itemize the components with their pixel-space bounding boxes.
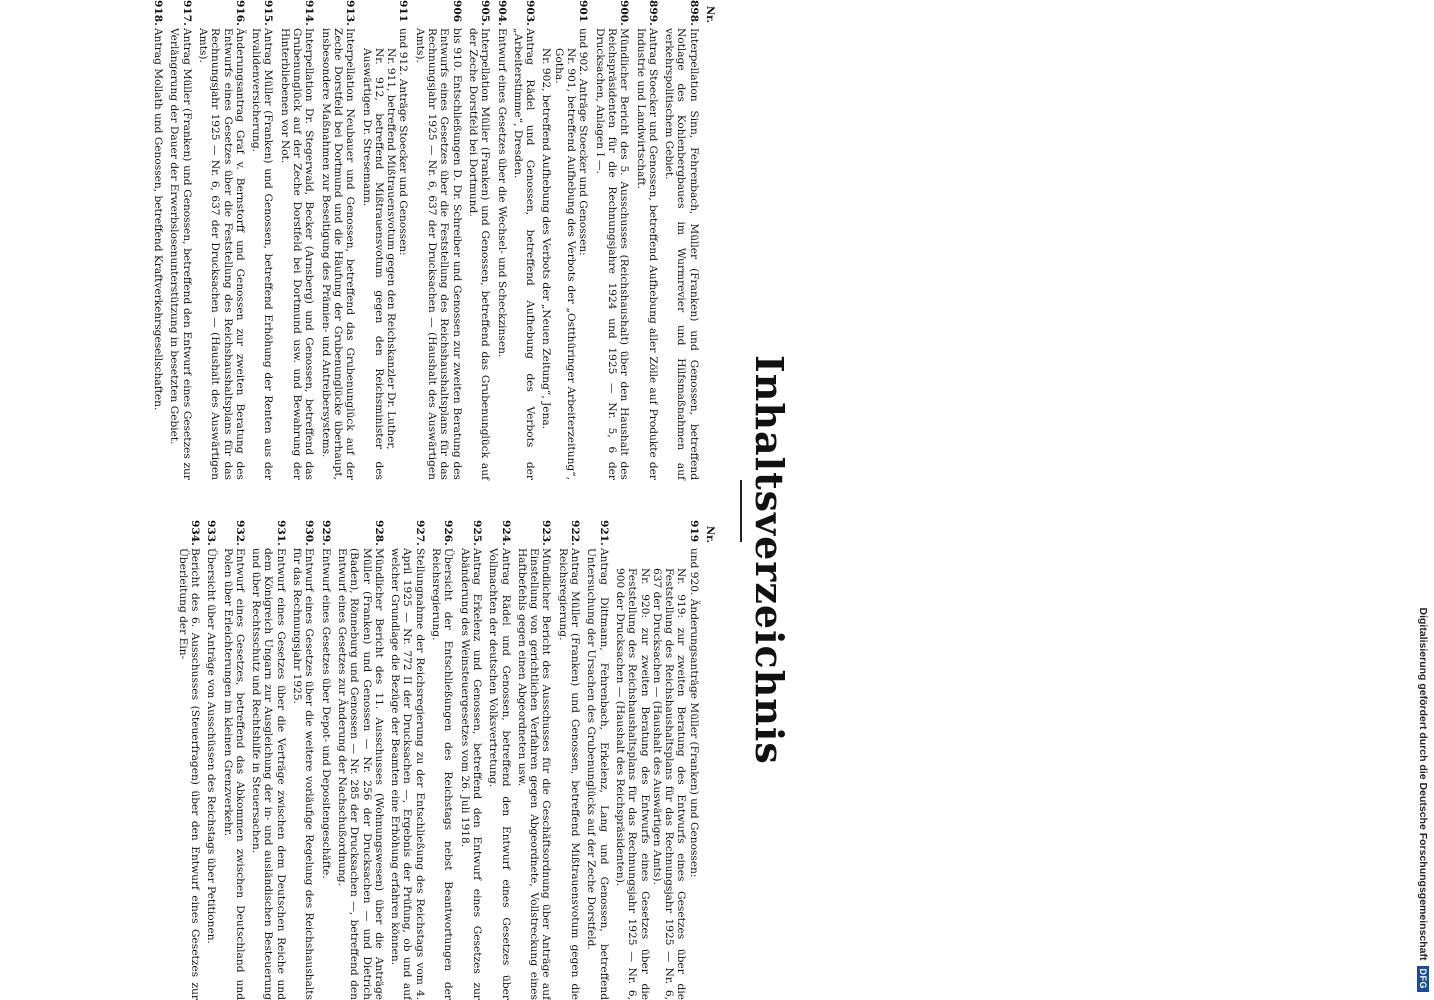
entry-number: 900. [618,0,631,26]
entry-text-block [516,548,553,1000]
toc-entry [336,520,385,1000]
toc-entry [360,0,409,480]
entry-number: 929. [319,520,332,546]
entry-text: Entwurf eines Gesetzes über die Wechsel- und Scheckzinsen. [495,28,508,358]
page-title: Inhaltsverzeichnis [747,355,792,765]
entry-text: Stellungnahme der Reichsregierung zu der Entschließung des Reichstags vom 4. April 1925 — Nr. 772 II der Drucksachen —, Ergebnis der Prüfung, ob und auf welcher Grundlage die Bezüge der Beamten eine Erhöhung erfahren können. [389,548,426,1000]
entry-text: Entwurf eines Gesetzes über Depot- und Depositengeschäfte. [319,548,332,879]
entry-text: Antrag Dittmann, Fehrenbach, Erkelenz, Lang und Genossen, betreffend Untersuchung der Ursachen des Grubenunglücks auf der Zeche Dorstfeld. [585,548,610,1000]
entry-text-block [319,28,356,480]
entry-text-block [360,28,409,480]
entry-subitem: Nr. 912, betreffend Mißtrauensvotum gegen den Reichsminister des Auswärtigen Dr. Stresemann. [360,48,385,480]
toc-entry [250,520,287,1000]
entry-number: 904. [495,0,508,26]
entry-text: Übersicht der Entschließungen des Reichstags nebst Beantwortungen der Reichsregierung. [430,548,455,1000]
title-divider [741,480,743,542]
toc-entry [197,0,246,480]
entry-number: 899. [646,0,659,26]
entry-text-block [205,548,217,1000]
entry-text: Antrag Rädel und Genossen, betreffend den Entwurf eines Gesetzes über Vollmachten der deutschen Volksvertretung. [487,548,512,1000]
toc-entry [413,0,462,480]
entry-text-block [585,548,610,1000]
entry-number: 928. [372,520,385,546]
entry-number: 924. [499,520,512,546]
column-header: Nr. [704,6,715,23]
entry-subitem: Nr. 902, betreffend Aufhebung des Verbots der „Neuen Zeitung“, Jena. [540,48,553,430]
entry-text-block [467,28,492,480]
entry-number: 933. [205,520,218,546]
toc-entry [279,0,316,480]
entry-text-block [495,28,507,480]
entry-number: 911 [397,0,410,23]
entry-text-block [487,548,512,1000]
entry-text-block [291,548,316,1000]
entry-number: 918. [152,0,165,26]
entry-text-block [556,548,581,1000]
entry-text-block [512,28,537,480]
entry-text: und 912. Anträge Stoecker und Genossen: [397,28,410,256]
entry-number: 923. [540,520,553,546]
entry-text: und 920. Änderungsanträge Müller (Franken) und Genossen: [687,548,700,878]
entry-number: 921. [597,520,610,546]
entry-text: Interpellation Neubauer und Genossen, betreffend das Grubenunglück auf der Zeche Dorstfeld bei Dortmund und die Häufung der Grubenunglücke überhaupt, insbesondere Maßnahmen zur Beseitigung des Prämien- und Antreibersystems. [319,28,357,480]
entry-text-block [168,28,193,480]
toc-entry [430,520,455,1000]
entry-text: Interpellation Müller (Franken) und Genossen, betreffend das Grubenunglück auf der Zeche Dorstfeld bei Dortmund. [466,28,492,480]
toc-entry [319,0,356,480]
toc-entry [585,520,610,1000]
toc-entry [176,520,201,1000]
toc-entry [516,520,553,1000]
toc-entry [634,0,659,480]
entry-text-block [663,28,700,480]
entry-number: 917. [180,0,193,26]
toc-entry [319,520,331,1000]
entry-number: 927. [413,520,426,546]
entry-text: Übersicht über Anträge von Ausschüssen des Reichstags über Petitionen. [205,548,218,944]
entry-number: 906 [450,0,463,23]
entry-text: Antrag Stoecker und Genossen, betreffend Aufhebung aller Zölle auf Produkte der Industrie und Landwirtschaft. [634,28,659,480]
toc-entry [250,0,275,480]
entry-number: 905. [479,0,492,26]
entry-text-block [336,548,385,1000]
toc-entry [556,520,581,1000]
entry-text: Antrag Müller (Franken) und Genossen, betreffend Erhöhung der Renten aus der Invalidenversicherung. [250,28,275,480]
entry-text-block [197,28,246,480]
entry-text-block [250,548,287,1000]
entry-subitem: Nr. 911, betreffend Mißtrauensvotum gegen den Reichskanzler Dr. Luther, [385,48,398,450]
entry-text-block [176,548,201,1000]
toc-entry [540,0,589,480]
entry-number: 934. [189,520,202,546]
entry-number: 922. [569,520,582,546]
entry-number: 925. [470,520,483,546]
entry-text: Antrag Rädel und Genossen, betreffend Aufhebung des Verbots der „Arbeiterstimme“, Dresden. [511,28,537,480]
entry-number: 903. [524,0,537,26]
toc-entry [168,0,193,480]
entry-text: Bericht des 6. Ausschusses (Steuerfragen) über den Entwurf eines Gesetzes zur Überleitung der Ein- [176,548,202,1000]
toc-entry [458,520,483,1000]
entry-number: 914. [303,0,316,26]
toc-entry [487,520,512,1000]
toc-entry [205,520,217,1000]
entry-text: Interpellation Sinn, Fehrenbach, Müller (Franken) und Genossen, betreffend Notlage des Kohlenbergbaues im Wurmrevier und Hilfsmaßnahmen auf verkehrspolitischem Gebiet. [663,28,700,480]
entry-text-block [152,28,164,480]
entry-text: Mündlicher Bericht des 5. Ausschusses (Reichshaushalt) über den Haushalt des Reichspräsidenten für die Rechnungsjahre 1924 und 1925 — Nr. 5, 6 der Drucksachen, Anlagen I —. [593,28,631,480]
entry-number: 916. [233,0,246,26]
entry-text-block [250,28,275,480]
toc-entry [389,520,426,1000]
toc-entry [593,0,630,480]
entry-text: Mündlicher Bericht des Ausschusses für die Geschäftsordnung über Anträge auf Einstellung von gerichtlichen Verfahren gegen Abgeordnete, Vollstreckung eines Haftbefehls gegen einen Abgeordneten usw. [515,548,553,1000]
entry-text-block [458,548,483,1000]
entry-text: Entwurf eines Gesetzes, betreffend das Abkommen zwischen Deutschland und Polen über Erleichterungen im kleinen Grenzverkehr. [221,548,246,1000]
entry-number: 901 [577,0,590,23]
entry-text-block [279,28,316,480]
entry-number: 919 [687,520,700,543]
entry-text: bis 910. Entschließungen D. Dr. Schreiber und Genossen zur zweiten Beratung des Entwurfs eines Gesetzes über die Feststellung des Reichshaushaltsplans für das Rechnungsjahr 1925 — Nr. 6, 637 der Drucksachen — (Haushalt des Auswärtigen Amts). [413,28,463,480]
entry-text: Änderungsantrag Graf v. Bernstorff und Genossen zur zweiten Beratung des Entwurfs eines Gesetzes über die Feststellung des Reichshaushaltsplans für das Rechnungsjahr 1925 — Nr. 6, 637 der Drucksachen — (Haushalt des Auswärtigen Amts). [197,28,246,480]
entry-text-block [614,548,700,1000]
entry-text: Entwurf eines Gesetzes über die Verträge zwischen dem Deutschen Reiche und dem Königreich Ungarn zur Ausgleichung der in- und ausländischen Besteuerung und über Rechtsschutz und Rechtshilfe in Steuersachen. [250,548,287,1000]
toc-entry [614,520,700,1000]
entry-text-block [593,28,630,480]
toc-entry [467,0,492,480]
entry-text: Antrag Müller (Franken) und Genossen, betreffend den Entwurf eines Gesetzes zur Verlängerung der Dauer der Erwerbslosenunterstützung in besetzten Gebiet. [168,28,193,480]
toc-entry [495,0,507,480]
entry-number: 898. [687,0,700,26]
entry-text: Antrag Müller (Franken) und Genossen, betreffend Mißtrauensvotum gegen die Reichsregierung. [556,548,582,1000]
entry-number: 913. [344,0,357,26]
entry-text: Interpellation Dr. Stegerwald, Becker (Arnsberg) und Genossen, betreffend das Grubenunglück auf der Zeche Dorstfeld bei Dortmund usw. und Bewahrung der Hinterbliebenen vor Not. [278,28,316,480]
entry-number: 932. [233,520,246,546]
toc-entry [152,0,164,480]
entry-number: 926. [442,520,455,546]
toc-entry [291,520,316,1000]
entry-text: Antrag Erkelenz und Genossen, betreffend den Entwurf eines Gesetzes zur Abänderung des Weinsteuergesetzes vom 26. Juli 1918. [458,548,483,1000]
entry-text: Mündlicher Bericht des 11. Ausschusses (Wohnungswesen) über die Anträge Müller (Franken) und Genossen — Nr. 256 der Drucksachen — und Dietrich (Baden), Rönneburg und Genossen — Nr. 285 der Drucksachen —, betreffend den Entwurf eines Gesetzes zur Änderung der Nachschußordnung. [335,548,385,1000]
sidebar-credit [1412,8,1434,992]
entry-text-block [430,548,455,1000]
toc-entry [221,520,246,1000]
right-column [172,520,715,1000]
dfg-logo: DFG [1417,966,1429,993]
entry-text-block [540,28,589,480]
entry-text: und 902. Anträge Stoecker und Genossen: [577,28,590,256]
entry-number: 915. [262,0,275,26]
entry-subitem: Nr. 919: zur zweiten Beratung des Entwurfs eines Gesetzes über die Feststellung des Reichshaushaltsplans für das Rechnungsjahr 1925 — Nr. 6, 637 der Drucksachen — (Haushalt des Auswärtigen Amts). [650,568,688,1000]
toc-entry [512,0,537,480]
entry-text-block [221,548,246,1000]
entry-subitem: Nr. 920: zur zweiten Beratung des Entwurfs eines Gesetzes über die Feststellung des Reichshaushaltsplans für das Rechnungsjahr 1925 — Nr. 6, 900 der Drucksachen — (Haushalt des Reichspräsidenten). [613,568,651,1000]
entry-subitem: Nr. 901, betreffend Aufhebung des Verbots der „Ostthüringer Arbeiterzeitung“, Gotha. [552,48,578,480]
entry-number: 931. [274,520,287,546]
entry-text-block [413,28,462,480]
entry-text: Antrag Mollath und Genossen, betreffend Kraftverkehrsgesellschaften. [152,28,165,411]
left-column [148,0,715,480]
toc-entry [663,0,700,480]
entry-number: 930. [303,520,316,546]
digitization-credit: Digitalisierung gefördert durch die Deutsche Forschungsgemeinschaft [1417,607,1429,961]
entry-text-block [319,548,331,1000]
column-header: Nr. [704,526,715,543]
entry-text: Entwurf eines Gesetzes über die weitere vorläufige Regelung des Reichshaushalts für das Rechnungsjahr 1925. [291,548,316,1000]
entry-text-block [389,548,426,1000]
entry-text-block [634,28,659,480]
